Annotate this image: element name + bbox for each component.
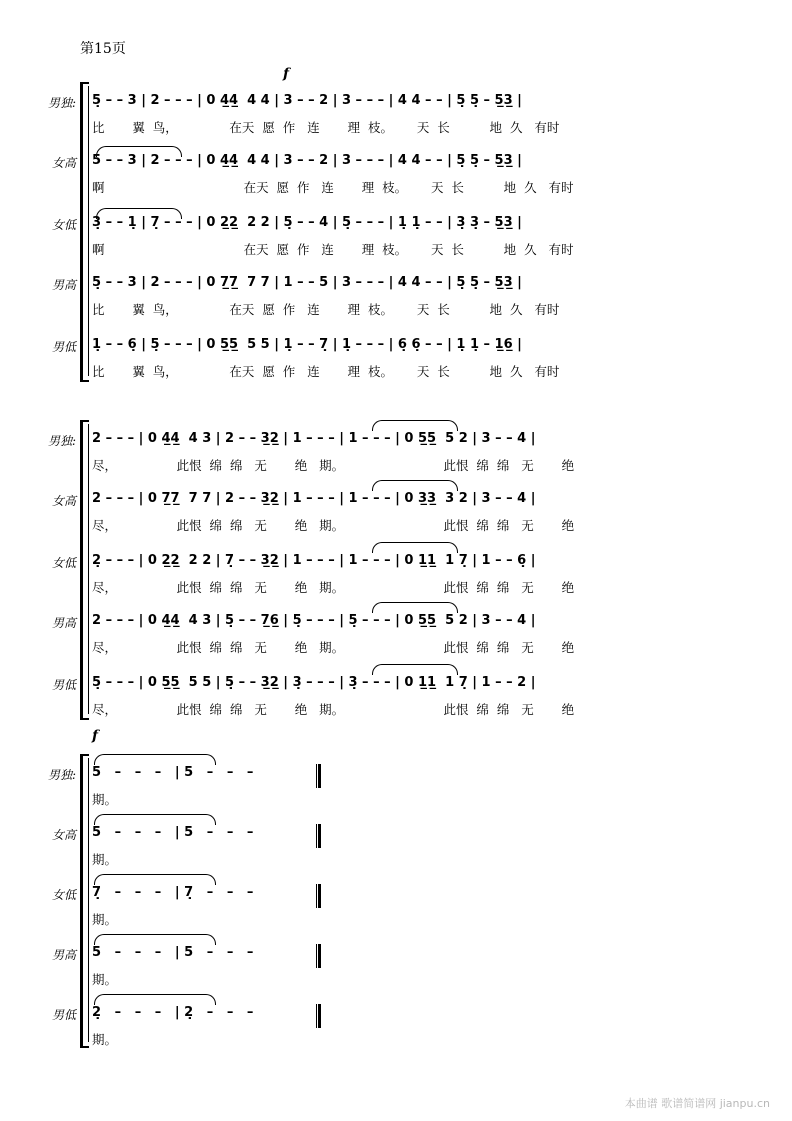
part-name: 男低 [51, 340, 76, 354]
slur [372, 664, 458, 675]
notation-line: 5̣ – – 3 | 2 – – – | 0 4̲4̲ 4 4 | 3 – – 2 | 3 – – – | 4 4 – – | 5̣ 5̣ – 5̲3̲ | [92, 93, 522, 108]
lyrics-line: 期。 [92, 1032, 118, 1047]
staff-part-bass [0, 670, 792, 732]
notation-line: 2 – – – | 0 4̲4̲ 4 3 | 2 – – 3̲2̲ | 1 – – – | 1 – – – | 0 5̲5̲ 5 2 | 3 – – 4 | [92, 431, 536, 446]
notation-line: 3̣ – – 1̣ | 7̣ – – – | 0 2̲2̲ 2 2 | 5̣ – – 4 | 5̣ – – – | 1̣ 1̣ – – | 3̣ 3̣ – 5̲3̲ | [92, 215, 522, 230]
notation-line: 2̣ – – – | 0 2̲2̲ 2 2 | 7̣ – – 3̲2̲ | 1 – – – | 1 – – – | 0 1̲1̲ 1 7̣ | 1 – – 6̣ | [92, 553, 536, 568]
notation-line: 5̣ – – – | 0 5̲5̲ 5 5 | 5̣ – – 3̲2̲ | 3̣ – – – | 3̣ – – – | 0 1̲1̲ 1 7̣ | 1 – – 2 | [92, 675, 536, 690]
lyrics-line: 啊 在天 愿 作 连 理 枝。 天 长 地 久 有时 [92, 180, 574, 195]
slur [372, 420, 458, 431]
lyrics-line: 尽， 此恨 绵 绵 无 绝 期。 此恨 绵 绵 无 绝 [92, 458, 575, 473]
staff-part-bass [0, 1000, 792, 1062]
notation-line: 5 – – 3 | 2 – – – | 0 4̲4̲ 4 4 | 3 – – 2 | 3 – – – | 4 4 – – | 5̣ 5̣ – 5̲3̲ | [92, 153, 522, 168]
part-name: 女低 [51, 556, 76, 570]
notation-line: 2̣ – – – | 2̣ – – – [92, 1005, 254, 1020]
final-barline [316, 884, 321, 908]
lyrics-line: 比 翼 鸟， 在天 愿 作 连 理 枝。 天 长 地 久 有时 [92, 364, 560, 379]
lyrics-line: 比 翼 鸟， 在天 愿 作 连 理 枝。 天 长 地 久 有时 [92, 120, 560, 135]
staff-part-soprano [0, 486, 792, 548]
final-barline [316, 944, 321, 968]
watermark: 本曲谱 歌谱简谱网 jianpu.cn [624, 1097, 770, 1110]
staff-part-solo [0, 88, 792, 150]
part-name: 女低 [51, 218, 76, 232]
part-name: 男高 [51, 948, 76, 962]
slur [94, 934, 216, 945]
lyrics-line: 尽， 此恨 绵 绵 无 绝 期。 此恨 绵 绵 无 绝 [92, 580, 575, 595]
part-name: 女高 [51, 828, 76, 842]
notation-line: 2 – – – | 0 7̲7̲ 7 7 | 2 – – 3̲2̲ | 1 – – – | 1 – – – | 0 3̲3̲ 3 2 | 3 – – 4 | [92, 491, 536, 506]
notation-line: 7̣ – – – | 7̣ – – – [92, 885, 254, 900]
part-name: 男低 [51, 1008, 76, 1022]
lyrics-line: 期。 [92, 912, 118, 927]
part-name: 男高 [51, 616, 76, 630]
staff-part-solo [0, 426, 792, 488]
lyrics-line: 尽， 此恨 绵 绵 无 绝 期。 此恨 绵 绵 无 绝 [92, 702, 575, 717]
slur [94, 814, 216, 825]
part-name: 女高 [51, 156, 76, 170]
lyrics-line: 尽， 此恨 绵 绵 无 绝 期。 此恨 绵 绵 无 绝 [92, 640, 575, 655]
part-name: 男低 [51, 678, 76, 692]
notation-line: 1̣ – – 6̣ | 5̣ – – – | 0 5̲5̲ 5 5 | 1̣ – – 7̣ | 1̣ – – – | 6̣ 6̣ – – | 1̣ 1̣ – 1̲6̲ | [92, 337, 522, 352]
staff-part-tenor [0, 608, 792, 670]
notation-line: 5 – – – | 5 – – – [92, 945, 254, 960]
slur [372, 602, 458, 613]
slur [94, 994, 216, 1005]
final-barline [316, 764, 321, 788]
part-name: 男高 [51, 278, 76, 292]
staff-part-tenor [0, 270, 792, 332]
final-barline [316, 824, 321, 848]
slur [372, 542, 458, 553]
staff-part-alto [0, 210, 792, 272]
slur [94, 874, 216, 885]
staff-part-soprano [0, 820, 792, 882]
lyrics-line: 期。 [92, 972, 118, 987]
part-name: 女低 [51, 888, 76, 902]
notation-line: 5 – – – | 5 – – – [92, 825, 254, 840]
staff-part-solo [0, 760, 792, 822]
part-name: 男独: [47, 768, 76, 782]
dynamic-forte: f [92, 728, 99, 744]
notation-line: 2 – – – | 0 4̲4̲ 4 3 | 5̣ – – 7̲6̲ | 5̣ – – – | 5̣ – – – | 0 5̲5̲ 5 2 | 3 – – 4 | [92, 613, 536, 628]
slur [372, 480, 458, 491]
notation-line: 5 – – – | 5 – – – [92, 765, 254, 780]
final-barline [316, 1004, 321, 1028]
slur [94, 754, 216, 765]
part-name: 女高 [51, 494, 76, 508]
part-name: 男独: [47, 434, 76, 448]
lyrics-line: 期。 [92, 792, 118, 807]
lyrics-line: 比 翼 鸟， 在天 愿 作 连 理 枝。 天 长 地 久 有时 [92, 302, 560, 317]
lyrics-line: 期。 [92, 852, 118, 867]
staff-part-soprano [0, 148, 792, 210]
part-name: 男独: [47, 96, 76, 110]
staff-part-tenor [0, 940, 792, 1002]
lyrics-line: 尽， 此恨 绵 绵 无 绝 期。 此恨 绵 绵 无 绝 [92, 518, 575, 533]
page-number: 第15页 [80, 41, 126, 57]
lyrics-line: 啊 在天 愿 作 连 理 枝。 天 长 地 久 有时 [92, 242, 574, 257]
staff-part-alto [0, 548, 792, 610]
staff-part-alto [0, 880, 792, 942]
notation-line: 5̣ – – 3 | 2 – – – | 0 7̲7̲ 7 7 | 1 – – 5 | 3 – – – | 4 4 – – | 5̣ 5̣ – 5̲3̲ | [92, 275, 522, 290]
dynamic-forte: f [283, 66, 290, 82]
staff-part-bass [0, 332, 792, 394]
